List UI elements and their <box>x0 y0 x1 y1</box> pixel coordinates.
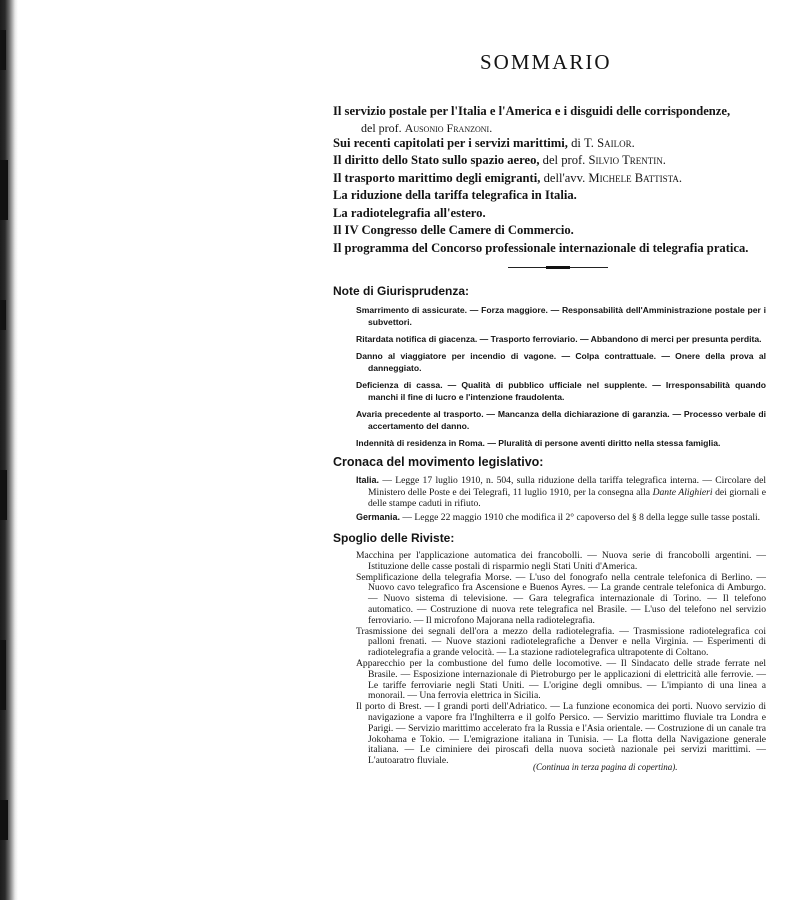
toc-item: La radiotelegrafia all'estero. <box>333 205 486 220</box>
list-item: Indennità di residenza in Roma. — Pluralità di persone aventi diritto nella stessa famiglia. <box>356 438 721 448</box>
binding-shadow <box>0 640 6 710</box>
toc-item: Sui recenti capitolati per i servizi marittimi, di T. Sailor. <box>333 135 635 150</box>
section-divider-ornament <box>508 266 608 270</box>
note-giurisprudenza-list <box>356 304 766 454</box>
list-item: Deficienza di cassa. — Qualità di pubblico ufficiale nel supplente. — Irresponsabilità quando manchi il fine di lucro e l'intenzione fraudolenta. <box>356 380 766 402</box>
toc-item: Il servizio postale per l'Italia e l'America e i disguidi delle corrispondenze, <box>333 104 731 118</box>
toc-author-line: del prof. Ausonio Franzoni. <box>361 120 493 135</box>
page-title: SOMMARIO <box>480 50 612 74</box>
toc-item: Il diritto dello Stato sullo spazio aereo, del prof. Silvio Trentin. <box>333 153 666 167</box>
spoglio-heading: Spoglio delle Riviste: <box>333 531 455 545</box>
list-item: Il porto di Brest. — I grandi porti dell'Adriatico. — La funzione economica dei porti. Nuovo servizio di navigazione a vapore fra l'Inghilterra e il golfo Persico. — Servizio marittimo fluviale tra Londra e Parigi. — Servizio marittimo accelerato fra la Russia e l'Asia orientale. — Costruzione di un canale tra Jokohama e Tokio. — L'emigrazione italiana in Tunisia. — La flotta della Navigazione generale italiana. — Le ciminiere dei piroscafi della nuova società nazionale pei servizi marittimi. — L'autoaratro fluviale. <box>356 701 766 767</box>
cronaca-heading: Cronaca del movimento legislativo: <box>333 455 544 469</box>
table-of-contents <box>333 103 778 257</box>
toc-item: Il IV Congresso delle Camere di Commercio. <box>333 223 574 237</box>
binding-shadow <box>0 300 6 330</box>
binding-shadow <box>0 30 6 70</box>
list-item: Semplificazione della telegrafia Morse. — L'uso del fonografo nella centrale telefonica di Berlino. — Nuovo cavo telegrafico fra Ascensione e Buenos Ayres. — La grande centrale telefonica di Amburgo. — Nuovo sistema di televisione. — Gara telegrafica internazionale di Torino. — Il telefono automatico. — Costruzione di nuova rete telegrafica nel Brasile. — L'uso del telefono nel servizio ferroviario. — Il microfono Majorana nella radiotelegrafia. <box>356 571 766 626</box>
list-item: Germania. — Legge 22 maggio 1910 che modifica il 2° capoverso del § 8 della legge sulle tasse postali. <box>356 511 761 523</box>
list-item: Italia. — Legge 17 luglio 1910, n. 504, sulla riduzione della tariffa telegrafica interna. — Circolare del Ministero delle Poste e dei Telegrafi, 11 luglio 1910, per la consegna alla Dante Alighieri dei giornali e delle stampe caduti in rifiuto. <box>356 475 766 509</box>
cronaca-list <box>356 475 766 525</box>
list-item: Ritardata notifica di giacenza. — Trasporto ferroviario. — Abbandono di merci per presunta perdita. <box>356 334 762 344</box>
list-item: Avaria precedente al trasporto. — Mancanza della dichiarazione di garanzia. — Processo verbale di accertamento del danno. <box>356 409 766 431</box>
list-item: Trasmissione dei segnali dell'ora a mezzo della radiotelegrafia. — Trasmissione radiotelegrafica coi palloni frenati. — Nuove stazioni radiotelegrafiche a Denver e nella Virginia. — Esperimenti di radiotelegrafia a grande velocità. — La stazione radiotelegrafica ultrapotente di Coltano. <box>356 625 766 659</box>
list-item: Danno al viaggiatore per incendio di vagone. — Colpa contrattuale. — Onere della prova al danneggiato. <box>356 351 766 373</box>
toc-item: Il trasporto marittimo degli emigranti, dell'avv. Michele Battista. <box>333 170 683 185</box>
page-binding-edge <box>0 0 18 900</box>
toc-item: La riduzione della tariffa telegrafica in Italia. <box>333 188 577 202</box>
spoglio-list <box>356 551 766 767</box>
binding-shadow <box>0 470 7 520</box>
binding-shadow <box>0 160 8 220</box>
list-item: Apparecchio per la combustione del fumo delle locomotive. — Il Sindacato delle strade ferrate nel Brasile. — Esposizione internazionale di Pietroburgo per le applicazioni di elettricità alle ferrovie. — Le tariffe ferroviarie negli Stati Uniti. — L'origine degli omnibus. — L'impianto di una linea a monorail. — Una ferrovia elettrica in Sicilia. <box>356 657 766 702</box>
list-item: Macchina per l'applicazione automatica dei francobolli. — Nuova serie di francobolli argentini. — Istituzione delle casse postali di risparmio negli Stati Uniti d'America. <box>356 550 766 572</box>
binding-shadow <box>0 800 8 840</box>
list-item: Smarrimento di assicurate. — Forza maggiore. — Responsabilità dell'Amministrazione postale per i subvettori. <box>356 305 766 327</box>
note-giurisprudenza-heading: Note di Giurisprudenza: <box>333 284 470 298</box>
toc-item: Il programma del Concorso professionale internazionale di telegrafia pratica. <box>333 240 749 255</box>
continuation-note: (Continua in terza pagina di copertina). <box>533 762 678 772</box>
